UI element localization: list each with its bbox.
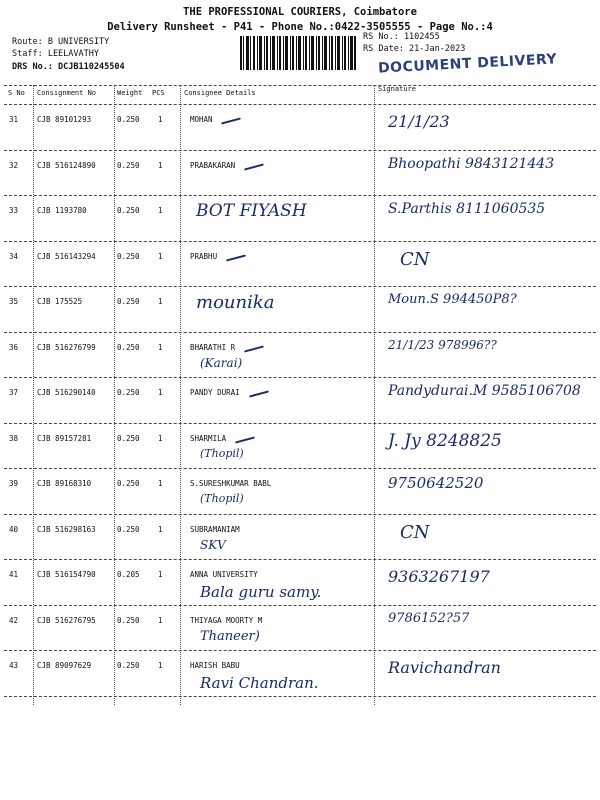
row-sno: 33 [9,206,19,215]
row-weight: 0.250 [117,479,140,488]
row-sno: 37 [9,388,19,397]
tick-mark [235,436,255,443]
row-weight: 0.250 [117,115,140,124]
row-weight: 0.205 [117,570,140,579]
row-pcs: 1 [158,661,163,670]
row-signature: 21/1/23 978996?? [388,337,497,352]
row-weight: 0.250 [117,661,140,670]
row-handwritten-note: mounika [196,292,275,313]
row-consignee: BHARATHI R [190,342,236,352]
row-consignment-no: CJB 89157281 [37,433,92,443]
table-row [0,607,600,652]
drs-number: DRS No.: DCJB110245504 [12,62,125,72]
row-handwritten-note: (Thopil) [200,492,244,505]
row-consignment-no: CJB 516290140 [37,388,96,397]
company-title: THE PROFESSIONAL COURIERS, Coimbatore [183,6,417,18]
row-weight: 0.250 [117,342,140,352]
row-weight: 0.250 [117,297,140,306]
row-separator [4,468,596,469]
col-pcs: PCS [152,89,165,97]
row-sno: 34 [9,251,19,261]
row-consignee: S.SURESHKUMAR BABL [190,479,272,488]
row-consignment-no: CJB 89097629 [37,661,92,670]
rs-date: RS Date: 21-Jan-2023 [363,44,466,54]
row-handwritten-note: (Thopil) [200,446,244,460]
table-row [0,516,600,561]
table-row [0,152,600,197]
row-handwritten-note: SKV [200,537,226,552]
row-pcs: 1 [158,615,163,625]
table-row [0,288,600,333]
row-pcs: 1 [158,433,163,443]
tick-mark [249,390,269,397]
row-separator [4,696,596,697]
row-weight: 0.250 [117,206,140,215]
rs-number: RS No.: 1102455 [363,32,440,42]
table-row [0,197,600,242]
barcode [240,36,356,70]
row-consignment-no: CJB 516276799 [37,342,96,352]
route-label: Route: B UNIVERSITY [12,37,110,47]
row-pcs: 1 [158,251,163,261]
row-consignment-no: CJB 516276795 [37,615,96,625]
row-handwritten-note: (Karai) [200,355,243,370]
col-sno: S No [8,89,25,97]
table-header [0,82,600,104]
row-separator [4,332,596,333]
row-separator [4,650,596,651]
row-signature: J. Jy 8248825 [388,430,502,451]
row-pcs: 1 [158,297,163,306]
row-sno: 39 [9,479,19,488]
runsheet-title: Delivery Runsheet - P41 - Phone No.:0422-3505555 - Page No.:4 [107,21,493,33]
row-weight: 0.250 [117,251,140,261]
row-pcs: 1 [158,115,163,124]
row-separator [4,514,596,515]
row-consignment-no: CJB 1193780 [37,206,87,215]
row-signature: 9363267197 [388,567,490,586]
row-pcs: 1 [158,342,163,352]
tick-mark [244,345,264,352]
row-consignment-no: CJB 89101293 [37,115,92,124]
row-pcs: 1 [158,160,163,170]
table-row [0,334,600,379]
row-weight: 0.250 [117,160,140,170]
row-sno: 35 [9,297,19,306]
row-handwritten-note: Bala guru samy. [200,583,322,601]
row-sno: 40 [9,524,19,534]
row-consignee: PANDY DURAI [190,388,240,397]
row-signature: 9750642520 [388,474,484,492]
row-separator [4,195,596,196]
row-separator [4,423,596,424]
row-pcs: 1 [158,570,163,579]
row-weight: 0.250 [117,433,140,443]
row-consignment-no: CJB 89168310 [37,479,92,488]
tick-mark [244,163,264,170]
row-handwritten-note: Thaneer) [200,628,260,644]
row-pcs: 1 [158,206,163,215]
row-signature: Moun.S 994450P8? [388,292,517,307]
row-weight: 0.250 [117,524,140,534]
table-row [0,106,600,151]
row-pcs: 1 [158,524,163,534]
row-sno: 38 [9,433,19,443]
row-separator [4,605,596,606]
row-separator [4,559,596,560]
row-sno: 36 [9,342,19,352]
col-consignee: Consignee Details [184,89,256,97]
col-weight: Weight [117,89,143,97]
row-sno: 42 [9,615,19,625]
row-consignee: PRABHU [190,251,218,261]
row-sno: 31 [9,115,19,124]
row-consignment-no: CJB 516143294 [37,251,96,261]
tick-mark [226,254,246,261]
row-signature: Pandydurai.M 9585106708 [388,383,581,399]
table-header-rule [4,104,596,105]
row-handwritten-note: Ravi Chandran. [200,674,319,692]
row-separator [4,286,596,287]
row-separator [4,150,596,151]
row-sno: 43 [9,661,19,670]
row-sno: 41 [9,570,19,579]
row-handwritten-note: BOT FIYASH [196,201,307,221]
row-consignee: MOHAN [190,115,213,124]
staff-label: Staff: LEELAVATHY [12,49,99,59]
row-consignee: SHARMILA [190,433,227,443]
table-row [0,652,600,697]
row-pcs: 1 [158,479,163,488]
row-consignee: THIYAGA MOORTY M [190,615,263,625]
row-weight: 0.250 [117,615,140,625]
row-signature: 21/1/23 [388,112,450,131]
row-signature: 9786152?57 [388,610,470,626]
row-pcs: 1 [158,388,163,397]
row-consignment-no: CJB 516298163 [37,524,96,534]
row-consignee: ANNA UNIVERSITY [190,570,258,579]
row-consignee: SUBRAMANIAM [190,524,240,534]
row-consignment-no: CJB 516154790 [37,570,96,579]
table-row [0,470,600,515]
table-row [0,425,600,470]
row-sno: 32 [9,160,19,170]
row-separator [4,241,596,242]
row-signature: CN [400,521,430,543]
table-row [0,379,600,424]
row-signature: S.Parthis 8111060535 [388,201,546,217]
row-signature: Bhoopathi 9843121443 [388,155,555,172]
table-row [0,243,600,288]
document-delivery-stamp: DOCUMENT DELIVERY [377,51,558,77]
row-separator [4,377,596,378]
row-consignment-no: CJB 516124890 [37,160,96,170]
row-consignee: PRABAKARAN [190,160,236,170]
col-signature: Signature [378,85,416,93]
row-weight: 0.250 [117,388,140,397]
row-signature: Ravichandran [388,658,501,677]
table-row [0,561,600,606]
col-consignment: Consignment No [37,89,97,97]
row-signature: CN [400,248,430,270]
row-consignee: HARISH BABU [190,661,240,670]
row-consignment-no: CJB 175525 [37,297,83,306]
tick-mark [221,117,241,124]
